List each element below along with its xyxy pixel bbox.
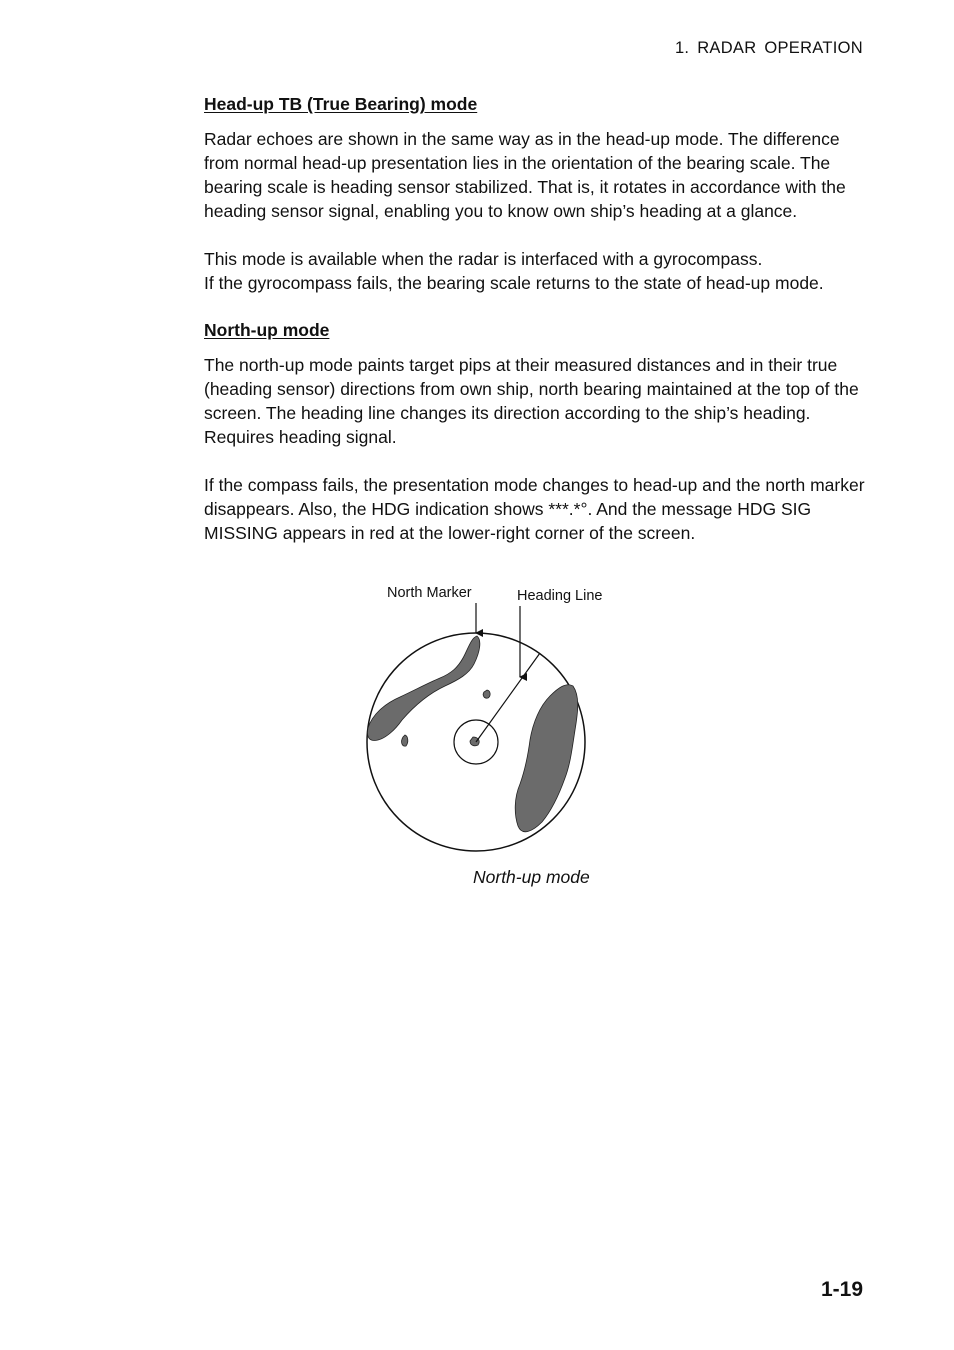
paragraph: Radar echoes are shown in the same way as in the head-up mode. The difference from normal head-up presentation lies in the orientation of the bearing scale. The bearing scale is heading sensor stabilized. That is, it rotates in accordance with the heading sensor signal, enabling you to know own ship’s heading at a glance. (204, 129, 846, 221)
paragraph: If the compass fails, the presentation mode changes to head-up and the north marker disappears. Also, the HDG indication shows ***.*°. And the message HDG SIG MISSING appears in red at the lower-right corner of the screen. (204, 475, 865, 543)
section-north-up (204, 319, 874, 545)
paragraph: This mode is available when the radar is interfaced with a gyrocompass. If the gyrocompass fails, the bearing scale returns to the state of head-up mode. (204, 249, 824, 293)
chapter-header: 1. RADAR OPERATION (674, 39, 863, 57)
section-head-up-tb (204, 93, 874, 295)
main-content (204, 93, 874, 569)
section-heading: North-up mode (204, 320, 330, 340)
paragraph: The north-up mode paints target pips at their measured distances and in their true (heading sensor) directions from own ship, north bearing maintained at the top of the screen. The heading line changes its direction according to the ship’s heading. Requires heading signal. (204, 355, 859, 447)
north-marker-label: North Marker (387, 585, 472, 601)
north-up-diagram (360, 580, 620, 900)
heading-line-label: Heading Line (517, 588, 603, 604)
page-number: 1-19 (820, 1278, 863, 1301)
radar-display (360, 580, 620, 900)
figure-caption: North-up mode (473, 867, 590, 887)
section-heading: Head-up TB (True Bearing) mode (204, 94, 478, 114)
